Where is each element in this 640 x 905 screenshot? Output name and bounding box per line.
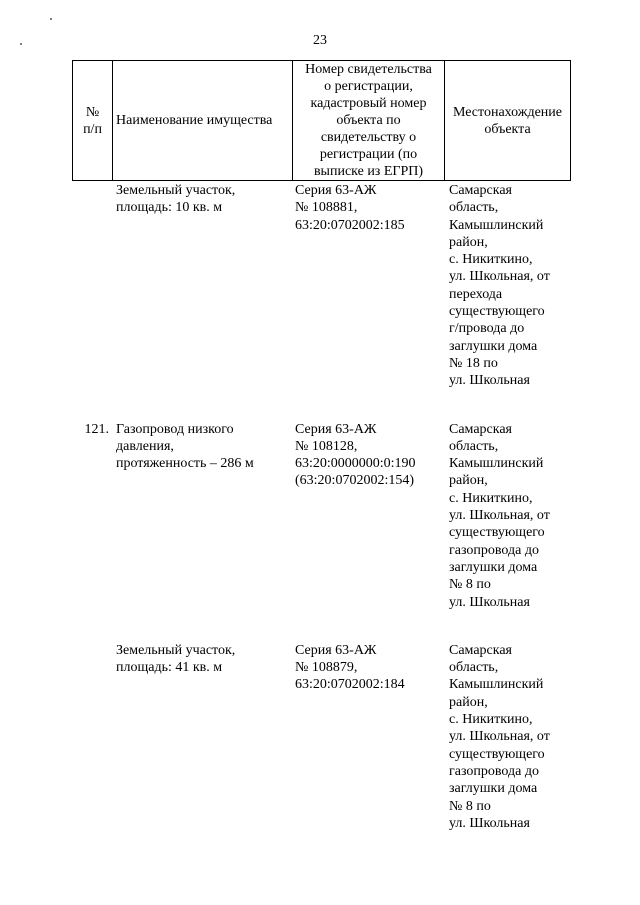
object-location-line: Камышлинский [449, 677, 544, 693]
object-location-line: район, [449, 234, 488, 250]
property-name-line: площадь: 10 кв. м [116, 200, 223, 216]
certificate-number-line: Серия 63-АЖ [295, 183, 377, 198]
object-location-line: область, [449, 200, 499, 216]
object-location [444, 182, 570, 390]
property-name [112, 182, 292, 390]
object-location-line: существующего [449, 525, 545, 541]
object-location-line: перехода [449, 286, 503, 302]
object-location-line: Самарская [449, 421, 512, 437]
header-cert-line: Номер свидетельства [305, 62, 432, 77]
header-cert-line: регистрации (по [319, 147, 418, 162]
header-cert-line: свидетельству о [320, 130, 417, 145]
certificate-number-line: Серия 63-АЖ [295, 642, 377, 658]
object-location-line: № 8 по [449, 798, 491, 814]
property-name-line: Земельный участок, [116, 642, 236, 658]
row-number: 121. [84, 421, 109, 437]
certificate-number-line: 63:20:0702002:185 [295, 217, 405, 233]
object-location-line: газопровода до [449, 542, 539, 558]
header-location-line: Местонахождение [452, 104, 562, 120]
object-location-line: область, [449, 660, 499, 676]
object-location-line: г/провода до [449, 321, 525, 337]
property-name-line: Земельный участок, [116, 183, 236, 198]
header-cert [293, 61, 445, 181]
object-location-line: с. Никиткино, [449, 252, 533, 268]
certificate-number-line: 63:20:0000000:0:190 [295, 456, 416, 472]
certificate-number-line: (63:20:0702002:154) [295, 473, 414, 489]
object-location-line: район, [449, 694, 488, 710]
certificate-number-line: № 108128, [295, 438, 358, 454]
object-location-line: Камышлинский [449, 217, 544, 233]
header-num-line: № [85, 104, 100, 120]
page-number: 23 [313, 33, 327, 48]
row-number [72, 182, 112, 390]
object-location-line: Камышлинский [449, 456, 544, 472]
header-cert-line: о регистрации, [324, 79, 413, 94]
scan-speck [20, 43, 22, 45]
header-cert-line: объекта по [336, 113, 401, 128]
row-number [72, 642, 112, 832]
object-location-line: ул. Школьная [449, 594, 530, 610]
header-num [73, 61, 113, 181]
table-row [72, 642, 570, 832]
header-location-line: объекта [484, 121, 531, 137]
scan-speck [50, 18, 52, 20]
object-location-line: Самарская [449, 183, 512, 198]
object-location-line: ул. Школьная, от [449, 729, 550, 745]
certificate-number-line: 63:20:0702002:184 [295, 677, 405, 693]
object-location-line: ул. Школьная [449, 373, 530, 389]
object-location-line: с. Никиткино, [449, 712, 533, 728]
certificate-number [292, 421, 444, 611]
certificate-number-line: Серия 63-АЖ [295, 421, 377, 437]
object-location-line: существующего [449, 746, 545, 762]
object-location-line: № 18 по [449, 355, 498, 371]
table-row [72, 421, 570, 611]
certificate-number-line: № 108881, [295, 200, 358, 216]
table-row [72, 182, 570, 390]
object-location-line: ул. Школьная, от [449, 508, 550, 524]
object-location-line: район, [449, 473, 488, 489]
certificate-number-line: № 108879, [295, 660, 358, 676]
header-cert-line: кадастровый номер [310, 96, 427, 111]
table-header [72, 60, 571, 181]
header-name-label: Наименование имущества [116, 113, 273, 128]
object-location-line: заглушки дома [449, 338, 538, 354]
property-name-line: давления, [116, 438, 174, 454]
certificate-number [292, 182, 444, 390]
header-location [445, 61, 571, 181]
property-name-line: Газопровод низкого [116, 421, 234, 437]
table-body [72, 182, 570, 832]
object-location-line: Самарская [449, 642, 512, 658]
object-location-line: ул. Школьная, от [449, 269, 550, 285]
object-location-line: заглушки дома [449, 559, 538, 575]
property-name [112, 421, 292, 611]
object-location [444, 642, 570, 832]
property-name [112, 642, 292, 832]
object-location-line: область, [449, 438, 499, 454]
header-num-line: п/п [83, 121, 102, 137]
certificate-number [292, 642, 444, 832]
object-location-line: ул. Школьная [449, 815, 530, 831]
object-location-line: № 8 по [449, 577, 491, 593]
object-location [444, 421, 570, 611]
object-location-line: с. Никиткино, [449, 490, 533, 506]
object-location-line: заглушки дома [449, 781, 538, 797]
property-name-line: площадь: 41 кв. м [116, 660, 223, 676]
header-name [113, 61, 293, 181]
header-cert-line: выписке из ЕГРП) [313, 164, 424, 179]
object-location-line: существующего [449, 304, 545, 320]
property-name-line: протяженность – 286 м [116, 456, 254, 472]
object-location-line: газопровода до [449, 763, 539, 779]
